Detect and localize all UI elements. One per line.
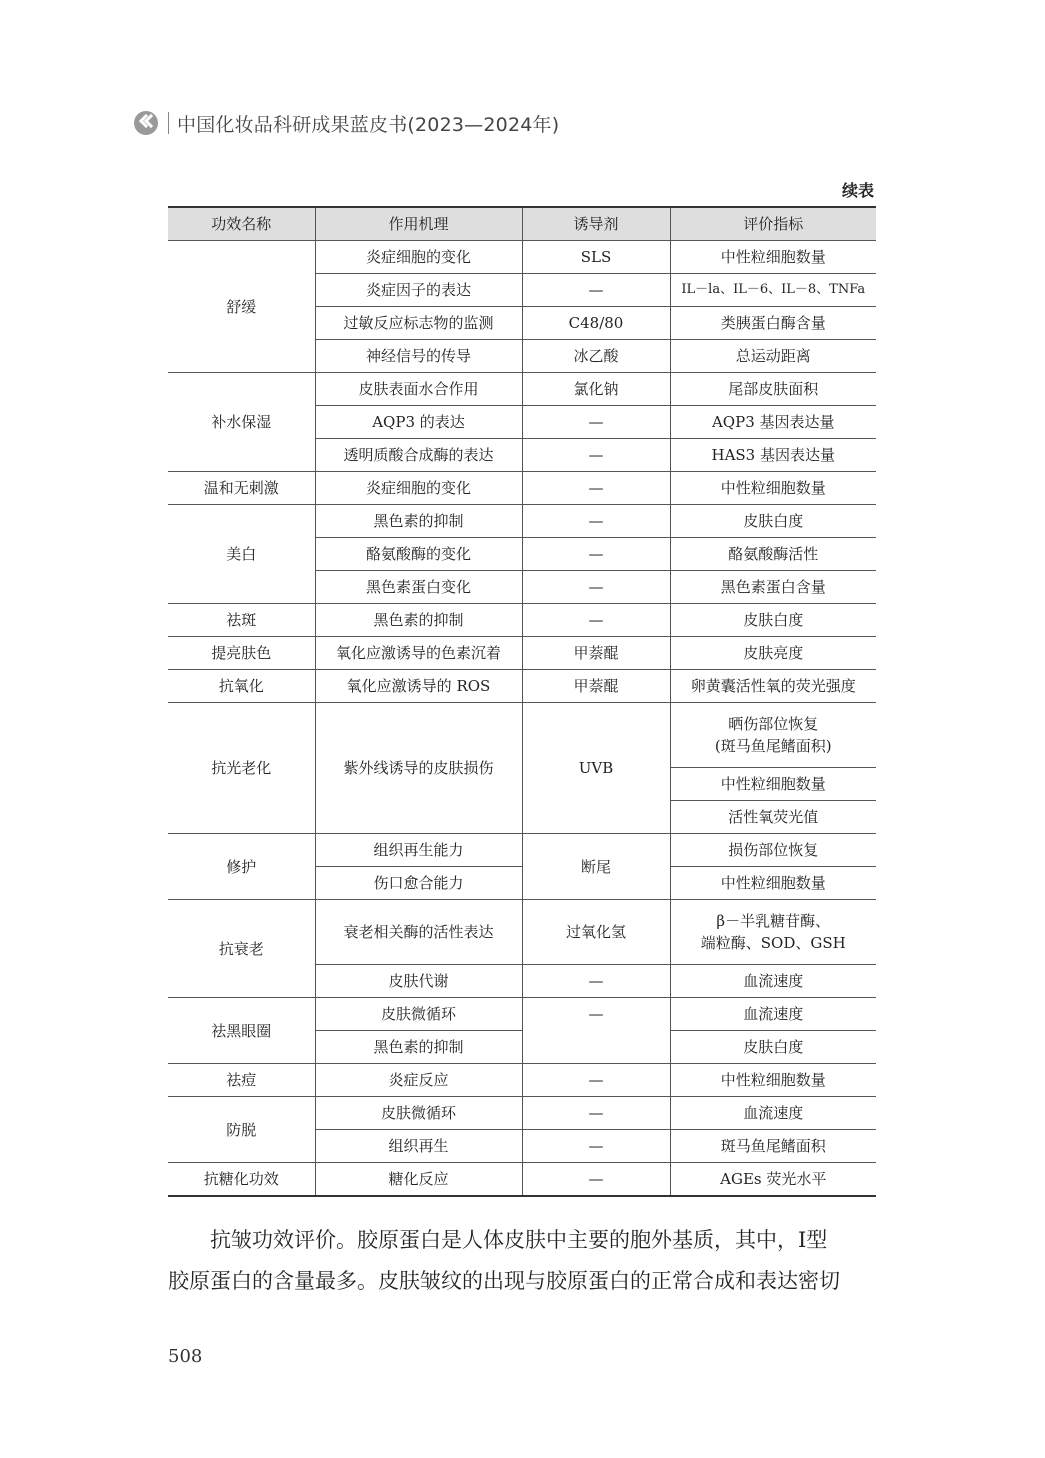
table-cell: 组织再生 bbox=[315, 1130, 522, 1163]
table-row bbox=[168, 472, 876, 505]
table-cell: 皮肤表面水合作用 bbox=[315, 373, 522, 406]
table-cell: 皮肤白度 bbox=[670, 505, 876, 538]
table-cell: — bbox=[522, 439, 670, 472]
table-cell: 黑色素的抑制 bbox=[315, 604, 522, 637]
table-cell: 炎症因子的表达 bbox=[315, 274, 522, 307]
table-cell: 皮肤亮度 bbox=[670, 637, 876, 670]
table-cell: 中性粒细胞数量 bbox=[670, 241, 876, 274]
table-cell: 断尾 bbox=[522, 834, 670, 900]
table-cell: 过氧化氢 bbox=[522, 900, 670, 965]
table-cell: 抗衰老 bbox=[168, 900, 315, 998]
table-cell: 卵黄囊活性氧的荧光强度 bbox=[670, 670, 876, 703]
table-cell bbox=[522, 1031, 670, 1064]
table-cell: HAS3 基因表达量 bbox=[670, 439, 876, 472]
header-divider bbox=[168, 112, 169, 134]
table-cell: 皮肤微循环 bbox=[315, 998, 522, 1031]
table-cell: 酪氨酸酶的变化 bbox=[315, 538, 522, 571]
table-cell: 抗光老化 bbox=[168, 703, 315, 834]
page-number: 508 bbox=[168, 1346, 203, 1367]
table-cell: 酪氨酸酶活性 bbox=[670, 538, 876, 571]
table-cell: 舒缓 bbox=[168, 241, 315, 373]
table-cell: 损伤部位恢复 bbox=[670, 834, 876, 867]
table-cell bbox=[670, 900, 876, 965]
table-cell: — bbox=[522, 1097, 670, 1130]
table-cell: 血流速度 bbox=[670, 1097, 876, 1130]
running-header bbox=[134, 108, 559, 138]
table-cell: 中性粒细胞数量 bbox=[670, 1064, 876, 1097]
body-paragraph bbox=[168, 1220, 876, 1302]
paragraph-line: 胶原蛋白的含量最多。皮肤皱纹的出现与胶原蛋白的正常合成和表达密切 bbox=[168, 1269, 840, 1293]
table-cell: UVB bbox=[522, 703, 670, 834]
table-cell: — bbox=[522, 1130, 670, 1163]
table-cell: 炎症反应 bbox=[315, 1064, 522, 1097]
table-cell: 紫外线诱导的皮肤损伤 bbox=[315, 703, 522, 834]
table-row bbox=[168, 1064, 876, 1097]
table-cell: 中性粒细胞数量 bbox=[670, 768, 876, 801]
column-header: 评价指标 bbox=[670, 207, 876, 241]
table-cell: 皮肤白度 bbox=[670, 604, 876, 637]
table-cell: — bbox=[522, 472, 670, 505]
table-cell: 甲萘醌 bbox=[522, 670, 670, 703]
cell-line: 端粒酶、SOD、GSH bbox=[700, 934, 846, 952]
table-cell: 抗氧化 bbox=[168, 670, 315, 703]
table-cell: AGEs 荧光水平 bbox=[670, 1163, 876, 1197]
table-cell: 中性粒细胞数量 bbox=[670, 867, 876, 900]
cell-line: 晒伤部位恢复 bbox=[728, 715, 819, 733]
table-row bbox=[168, 505, 876, 538]
table-cell: 黑色素的抑制 bbox=[315, 1031, 522, 1064]
table-cell: 氯化钠 bbox=[522, 373, 670, 406]
table-cell: 皮肤白度 bbox=[670, 1031, 876, 1064]
table-cell: IL－la、IL－6、IL－8、TNFa bbox=[670, 274, 876, 307]
table-cell: 过敏反应标志物的监测 bbox=[315, 307, 522, 340]
table-cell: 修护 bbox=[168, 834, 315, 900]
table-row bbox=[168, 241, 876, 274]
table-cell: AQP3 的表达 bbox=[315, 406, 522, 439]
efficacy-table bbox=[168, 206, 876, 1197]
table-cell: SLS bbox=[522, 241, 670, 274]
table-cell: 氧化应激诱导的 ROS bbox=[315, 670, 522, 703]
table-cell bbox=[670, 703, 876, 768]
table-row bbox=[168, 670, 876, 703]
table-cell: — bbox=[522, 1163, 670, 1197]
table-cell: 抗糖化功效 bbox=[168, 1163, 315, 1197]
table-cell: — bbox=[522, 998, 670, 1031]
column-header: 作用机理 bbox=[315, 207, 522, 241]
table-cell: 类胰蛋白酶含量 bbox=[670, 307, 876, 340]
table-cell: 氧化应激诱导的色素沉着 bbox=[315, 637, 522, 670]
table-cell: 防脱 bbox=[168, 1097, 315, 1163]
table-row bbox=[168, 637, 876, 670]
table-cell: 祛痘 bbox=[168, 1064, 315, 1097]
table-cell: 炎症细胞的变化 bbox=[315, 472, 522, 505]
table-cell: C48/80 bbox=[522, 307, 670, 340]
table-cell: — bbox=[522, 965, 670, 998]
table-cell: 黑色素蛋白含量 bbox=[670, 571, 876, 604]
table-cell: — bbox=[522, 1064, 670, 1097]
table-cell: — bbox=[522, 604, 670, 637]
table-cell: 衰老相关酶的活性表达 bbox=[315, 900, 522, 965]
table-cell: 祛黑眼圈 bbox=[168, 998, 315, 1064]
table-cell: 黑色素蛋白变化 bbox=[315, 571, 522, 604]
table-cell: 补水保湿 bbox=[168, 373, 315, 472]
table-row bbox=[168, 1097, 876, 1130]
table-cell: — bbox=[522, 538, 670, 571]
double-chevron-left-icon bbox=[134, 111, 158, 135]
table-cell: 温和无刺激 bbox=[168, 472, 315, 505]
table-row bbox=[168, 998, 876, 1031]
table-cell: 炎症细胞的变化 bbox=[315, 241, 522, 274]
table-cell: 组织再生能力 bbox=[315, 834, 522, 867]
table-cell: 甲萘醌 bbox=[522, 637, 670, 670]
table-cell: 活性氧荧光值 bbox=[670, 801, 876, 834]
table-cell: 血流速度 bbox=[670, 998, 876, 1031]
table-cell: 尾部皮肤面积 bbox=[670, 373, 876, 406]
table-row bbox=[168, 1163, 876, 1197]
column-header: 诱导剂 bbox=[522, 207, 670, 241]
book-title: 中国化妆品科研成果蓝皮书(2023—2024年) bbox=[177, 113, 560, 136]
table-cell: — bbox=[522, 571, 670, 604]
table-cell: — bbox=[522, 274, 670, 307]
table-cell: 冰乙酸 bbox=[522, 340, 670, 373]
table-row bbox=[168, 604, 876, 637]
continuation-label: 续表 bbox=[841, 181, 874, 200]
table-cell: 美白 bbox=[168, 505, 315, 604]
table-cell: 黑色素的抑制 bbox=[315, 505, 522, 538]
table-cell: — bbox=[522, 406, 670, 439]
column-header: 功效名称 bbox=[168, 207, 315, 241]
table-row bbox=[168, 900, 876, 965]
table-cell: 伤口愈合能力 bbox=[315, 867, 522, 900]
table-cell: 透明质酸合成酶的表达 bbox=[315, 439, 522, 472]
table-row bbox=[168, 373, 876, 406]
table-header-row bbox=[168, 207, 876, 241]
table-cell: 总运动距离 bbox=[670, 340, 876, 373]
table-cell: 皮肤代谢 bbox=[315, 965, 522, 998]
paragraph-line: 抗皱功效评价。胶原蛋白是人体皮肤中主要的胞外基质，其中，Ⅰ型 bbox=[210, 1228, 828, 1252]
cell-line: β－半乳糖苷酶、 bbox=[716, 912, 831, 930]
table-cell: 祛斑 bbox=[168, 604, 315, 637]
table-row bbox=[168, 703, 876, 768]
table-cell: — bbox=[522, 505, 670, 538]
table-cell: 糖化反应 bbox=[315, 1163, 522, 1197]
table-cell: 斑马鱼尾鳍面积 bbox=[670, 1130, 876, 1163]
table-cell: 提亮肤色 bbox=[168, 637, 315, 670]
table-cell: 皮肤微循环 bbox=[315, 1097, 522, 1130]
table-cell: 神经信号的传导 bbox=[315, 340, 522, 373]
cell-line: (斑马鱼尾鳍面积) bbox=[714, 737, 832, 755]
table-cell: AQP3 基因表达量 bbox=[670, 406, 876, 439]
table-cell: 中性粒细胞数量 bbox=[670, 472, 876, 505]
table-cell: 血流速度 bbox=[670, 965, 876, 998]
table-row bbox=[168, 834, 876, 867]
